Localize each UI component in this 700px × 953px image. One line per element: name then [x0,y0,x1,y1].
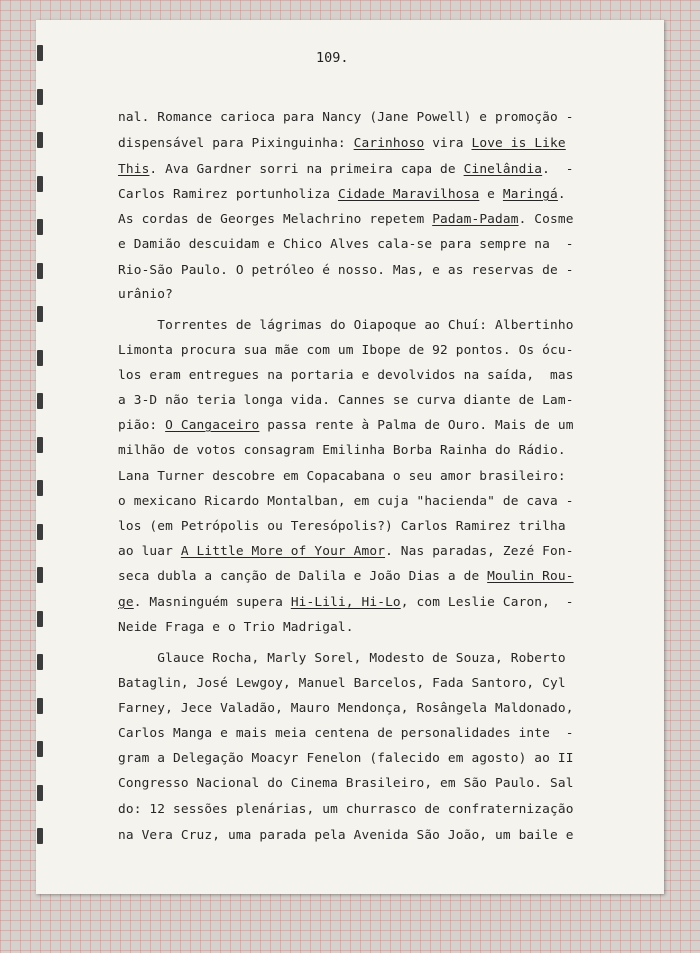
text-line [118,595,574,610]
text-segment: urânio? [118,287,173,302]
binding-hole [37,393,43,409]
underlined-title: ge [118,595,134,610]
text-line [118,726,574,741]
text-segment: Congresso Nacional do Cinema Brasileiro, em São Paulo. Sal [118,776,574,791]
text-line [118,701,574,716]
binding-hole [37,828,43,844]
text-line [118,418,574,433]
text-segment: . [557,187,566,202]
underlined-title: Carinhoso [353,136,425,151]
text-line [118,828,574,843]
text-line [118,263,574,278]
text-segment: . Cosme [518,212,574,227]
underlined-title: Padam-Padam [432,212,519,227]
text-segment: Glauce Rocha, Marly Sorel, Modesto de Souza, Roberto [118,651,566,666]
text-segment: Lana Turner descobre em Copacabana o seu amor brasileiro: [118,469,566,484]
text-segment: seca dubla a canção de Dalila e João Dias a de [118,569,488,584]
text-segment: Limonta procura sua mãe com um Ibope de 92 pontos. Os ócu- [118,343,574,358]
text-line [118,519,566,534]
text-line [118,569,574,584]
underlined-title: Love is Like [471,136,566,151]
text-segment: pião: [118,418,166,433]
text-segment: Farney, Jece Valadão, Mauro Mendonça, Rosângela Maldonado, [118,701,574,716]
binding-hole [37,45,43,61]
underlined-title: Maringá [502,187,558,202]
binding-hole [37,698,43,714]
text-line [118,469,566,484]
text-segment: . - [542,162,574,177]
binding-hole [37,219,43,235]
text-segment: nal. Romance carioca para Nancy (Jane Powell) e promoção - [118,110,574,125]
text-segment: do: 12 sessões plenárias, um churrasco de confraternização [118,802,574,817]
binding-hole [37,654,43,670]
text-line [118,802,574,817]
text-segment: . Nas paradas, Zezé Fon- [385,544,574,559]
binding-hole [37,306,43,322]
underlined-title: O Cangaceiro [165,418,260,433]
text-segment: milhão de votos consagram Emilinha Borba Rainha do Rádio. [118,443,566,458]
text-line [118,368,574,383]
text-line [118,136,566,151]
binding-hole [37,89,43,105]
text-segment: ao luar [118,544,181,559]
text-segment: a 3-D não teria longa vida. Cannes se curva diante de Lam- [118,393,574,408]
text-segment: . Masninguém supera [133,595,291,610]
text-segment: e Damião descuidam e Chico Alves cala-se para sempre na - [118,237,574,252]
text-line [118,162,574,177]
text-segment: Carlos Manga e mais meia centena de personalidades inte - [118,726,574,741]
text-segment: Rio-São Paulo. O petróleo é nosso. Mas, e as reservas de - [118,263,574,278]
text-segment: o mexicano Ricardo Montalban, em cuja "hacienda" de cava - [118,494,574,509]
underlined-title: Hi-Lili, Hi-Lo [290,595,401,610]
text-line [118,651,566,666]
text-line [118,187,566,202]
text-line [118,494,574,509]
text-line [118,237,574,252]
underlined-title: This [118,162,150,177]
text-line [118,393,574,408]
text-line [118,620,354,635]
text-segment: na Vera Cruz, uma parada pela Avenida São João, um baile e [118,828,574,843]
text-segment: los eram entregues na portaria e devolvidos na saída, mas [118,368,574,383]
text-line [118,110,574,125]
text-segment: As cordas de Georges Melachrino repetem [118,212,433,227]
underlined-title: Cidade Maravilhosa [337,187,480,202]
text-segment: Torrentes de lágrimas do Oiapoque ao Chuí: Albertinho [118,318,574,333]
binding-hole [37,437,43,453]
binding-hole [37,480,43,496]
text-segment: gram a Delegação Moacyr Fenelon (falecido em agosto) ao II [118,751,574,766]
binding-hole [37,132,43,148]
binding-hole [37,567,43,583]
binding-hole [37,785,43,801]
text-segment: . Ava Gardner sorri na primeira capa de [149,162,464,177]
binding-hole [37,741,43,757]
text-line [118,776,574,791]
text-line [118,343,574,358]
binding-hole [37,350,43,366]
text-line [118,544,574,559]
binding-hole [37,263,43,279]
text-line [118,676,566,691]
binding-hole [37,611,43,627]
text-segment: los (em Petrópolis ou Teresópolis?) Carlos Ramirez trilha [118,519,566,534]
text-segment: passa rente à Palma de Ouro. Mais de um [259,418,574,433]
binding-hole [37,524,43,540]
underlined-title: A Little More of Your Amor [180,544,386,559]
text-line [118,212,574,227]
underlined-title: Cinelândia [463,162,543,177]
text-line [118,751,574,766]
text-segment: e [479,187,503,202]
text-segment: , com Leslie Caron, - [400,595,574,610]
page-number: 109. [316,50,349,66]
binding-hole [37,176,43,192]
text-line [118,318,574,333]
text-line [118,443,566,458]
text-segment: vira [424,136,472,151]
underlined-title: Moulin Rou- [487,569,574,584]
text-segment: Neide Fraga e o Trio Madrigal. [118,620,354,635]
text-line [118,287,173,302]
text-segment: Bataglin, José Lewgoy, Manuel Barcelos, Fada Santoro, Cyl [118,676,566,691]
text-segment: Carlos Ramirez portunholiza [118,187,338,202]
text-segment: dispensável para Pixinguinha: [118,136,354,151]
